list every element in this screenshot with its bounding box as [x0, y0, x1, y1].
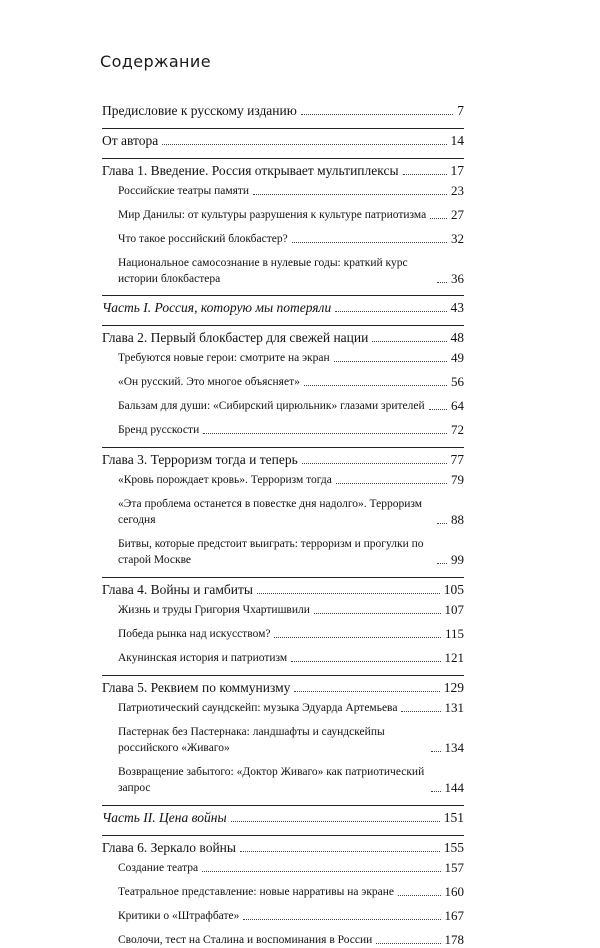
toc-entry-title: «Эта проблема останется в повестке дня надолго». Терроризм сегодня: [118, 498, 423, 526]
toc-page-number: 72: [451, 422, 464, 437]
dot-leader: [336, 483, 447, 484]
toc-chapter-entry[interactable]: [102, 163, 464, 179]
toc-section-entry[interactable]: [118, 496, 464, 528]
dot-leader: [437, 523, 447, 524]
toc-entry-title: Бальзам для души: «Сибирский цирюльник» глазами зрителей: [118, 400, 425, 412]
toc-page-number: 107: [444, 602, 464, 617]
toc-page-number: 7: [457, 103, 464, 118]
dot-leader: [291, 661, 440, 662]
dot-leader: [243, 919, 440, 920]
dot-leader: [292, 242, 447, 243]
toc-entry-title: Глава 1. Введение. Россия открывает мультиплексы: [102, 163, 399, 178]
toc-page-number: 178: [444, 932, 464, 947]
dot-leader: [398, 895, 440, 896]
toc-entry-title: Российские театры памяти: [118, 185, 250, 197]
toc-section-entry[interactable]: [118, 860, 464, 876]
toc-entry-title: Предисловие к русскому изданию: [102, 103, 297, 118]
toc-section-entry[interactable]: [118, 650, 464, 666]
toc-section-entry[interactable]: [118, 183, 464, 199]
toc-page-number: 121: [444, 650, 464, 665]
toc-entry-title: Часть I. Россия, которую мы потеряли: [102, 300, 332, 315]
toc-separator: [102, 128, 464, 129]
toc-entry-title: Акунинская история и патриотизм: [118, 652, 288, 664]
toc-page-number: 79: [451, 472, 464, 487]
toc-section-entry[interactable]: [118, 350, 464, 366]
dot-leader: [431, 751, 441, 752]
toc-page-number: 131: [444, 700, 464, 715]
toc-entry-title: Глава 4. Войны и гамбиты: [102, 582, 253, 597]
toc-entry-title: От автора: [102, 133, 159, 148]
dot-leader: [335, 311, 446, 312]
dot-leader: [240, 851, 440, 852]
toc-page-number: 115: [444, 626, 464, 641]
toc-page-number: 155: [443, 840, 464, 855]
toc-chapter-entry[interactable]: [102, 582, 464, 598]
toc-section-entry[interactable]: [118, 231, 464, 247]
toc-page-number: 160: [444, 884, 464, 899]
dot-leader: [334, 361, 447, 362]
dot-leader: [304, 385, 447, 386]
toc-page-number: 144: [444, 780, 464, 795]
toc-entry-title: Бренд русскости: [118, 424, 200, 436]
dot-leader: [203, 433, 447, 434]
toc-entry-title: Победа рынка над искусством?: [118, 628, 271, 640]
toc-entry-title: Национальное самосознание в нулевые годы: краткий курс истории блокбастера: [118, 257, 408, 285]
toc-page-number: 64: [451, 398, 464, 413]
toc-section-entry[interactable]: [118, 884, 464, 900]
toc-page-number: 105: [443, 582, 464, 597]
toc-entry-title: Театральное представление: новые нарративы на экране: [118, 886, 395, 898]
toc-page-number: 32: [451, 231, 464, 246]
toc-entry-title: Часть II. Цена войны: [102, 810, 227, 825]
toc-page-number: 14: [450, 133, 464, 148]
toc-page-number: 43: [450, 300, 464, 315]
dot-leader: [372, 341, 446, 342]
toc-separator: [102, 447, 464, 448]
dot-leader: [430, 218, 447, 219]
toc-page-number: 56: [451, 374, 464, 389]
toc-entry-title: Что такое российский блокбастер?: [118, 233, 288, 245]
toc-page-number: 23: [451, 183, 464, 198]
toc-entry-title: Создание театра: [118, 862, 199, 874]
toc-separator: [102, 577, 464, 578]
toc-entry-title: «Кровь порождает кровь». Терроризм тогда: [118, 474, 332, 486]
toc-section-entry[interactable]: [118, 472, 464, 488]
toc-separator: [102, 675, 464, 676]
toc-entry-title: Требуются новые герои: смотрите на экран: [118, 352, 330, 364]
toc-page-number: 48: [450, 330, 464, 345]
toc-section-entry[interactable]: [118, 724, 464, 756]
dot-leader: [231, 821, 440, 822]
toc-entry-title: Мир Данилы: от культуры разрушения к культуре патриотизма: [118, 209, 427, 221]
toc-part-entry[interactable]: [102, 810, 464, 826]
toc-section-entry[interactable]: [118, 908, 464, 924]
dot-leader: [376, 943, 440, 944]
toc-page-number: 49: [451, 350, 464, 365]
dot-leader: [274, 637, 440, 638]
toc-section-entry[interactable]: [118, 536, 464, 568]
toc-page-number: 129: [443, 680, 464, 695]
dot-leader: [314, 613, 441, 614]
toc-page-number: 151: [443, 810, 464, 825]
dot-leader: [429, 409, 447, 410]
toc-page-number: 27: [451, 207, 464, 222]
toc-separator: [102, 325, 464, 326]
toc-page-number: 77: [450, 452, 464, 467]
toc-page-number: 36: [451, 271, 464, 286]
toc-page-number: 157: [444, 860, 464, 875]
toc-chapter-entry[interactable]: [102, 133, 464, 149]
dot-leader: [403, 174, 447, 175]
toc-section-entry[interactable]: [118, 374, 464, 390]
toc-section-entry[interactable]: [118, 398, 464, 414]
toc-page-number: 167: [444, 908, 464, 923]
toc-page-number: 99: [451, 552, 464, 567]
toc-entry-title: Глава 2. Первый блокбастер для свежей нации: [102, 330, 369, 345]
toc-page-number: 88: [451, 512, 464, 527]
toc-entry-title: Патриотический саундскейп: музыка Эдуарда Артемьева: [118, 702, 398, 714]
toc-separator: [102, 158, 464, 159]
table-of-contents: [102, 103, 464, 948]
toc-chapter-entry[interactable]: [102, 680, 464, 696]
toc-section-entry[interactable]: [118, 932, 464, 948]
toc-entry-title: Сволочи, тест на Сталина и воспоминания в России: [118, 934, 373, 946]
dot-leader: [162, 144, 446, 145]
toc-entry-title: Критики о «Штрафбате»: [118, 910, 240, 922]
dot-leader: [257, 593, 440, 594]
toc-section-entry[interactable]: [118, 207, 464, 223]
toc-entry-title: Глава 6. Зеркало войны: [102, 840, 236, 855]
toc-entry-title: Глава 3. Терроризм тогда и теперь: [102, 452, 298, 467]
dot-leader: [301, 114, 453, 115]
toc-chapter-entry[interactable]: [102, 103, 464, 119]
toc-separator: [102, 835, 464, 836]
toc-section-entry[interactable]: [118, 764, 464, 796]
dot-leader: [253, 194, 447, 195]
toc-entry-title: Битвы, которые предстоит выиграть: терроризм и прогулки по старой Москве: [118, 538, 424, 566]
toc-entry-title: «Он русский. Это многое объясняет»: [118, 376, 300, 388]
page-title: Содержание: [100, 52, 211, 71]
toc-chapter-entry[interactable]: [102, 840, 464, 856]
toc-section-entry[interactable]: [118, 602, 464, 618]
toc-entry-title: Глава 5. Реквием по коммунизму: [102, 680, 291, 695]
toc-chapter-entry[interactable]: [102, 330, 464, 346]
toc-entry-title: Пастернак без Пастернака: ландшафты и саундскейпы российского «Живаго»: [118, 726, 385, 754]
toc-page-number: 134: [444, 740, 464, 755]
dot-leader: [401, 711, 440, 712]
toc-page-number: 17: [450, 163, 464, 178]
dot-leader: [437, 282, 447, 283]
toc-entry-title: Жизнь и труды Григория Чхартишвили: [118, 604, 310, 616]
toc-entry-title: Возвращение забытого: «Доктор Живаго» как патриотический запрос: [118, 766, 425, 794]
dot-leader: [437, 563, 447, 564]
dot-leader: [431, 791, 441, 792]
toc-chapter-entry[interactable]: [102, 452, 464, 468]
toc-separator: [102, 805, 464, 806]
toc-section-entry[interactable]: [118, 422, 464, 438]
dot-leader: [202, 871, 440, 872]
toc-section-entry[interactable]: [118, 626, 464, 642]
dot-leader: [294, 691, 439, 692]
toc-section-entry[interactable]: [118, 700, 464, 716]
dot-leader: [302, 463, 447, 464]
toc-section-entry[interactable]: [118, 255, 464, 287]
toc-separator: [102, 295, 464, 296]
toc-part-entry[interactable]: [102, 300, 464, 316]
